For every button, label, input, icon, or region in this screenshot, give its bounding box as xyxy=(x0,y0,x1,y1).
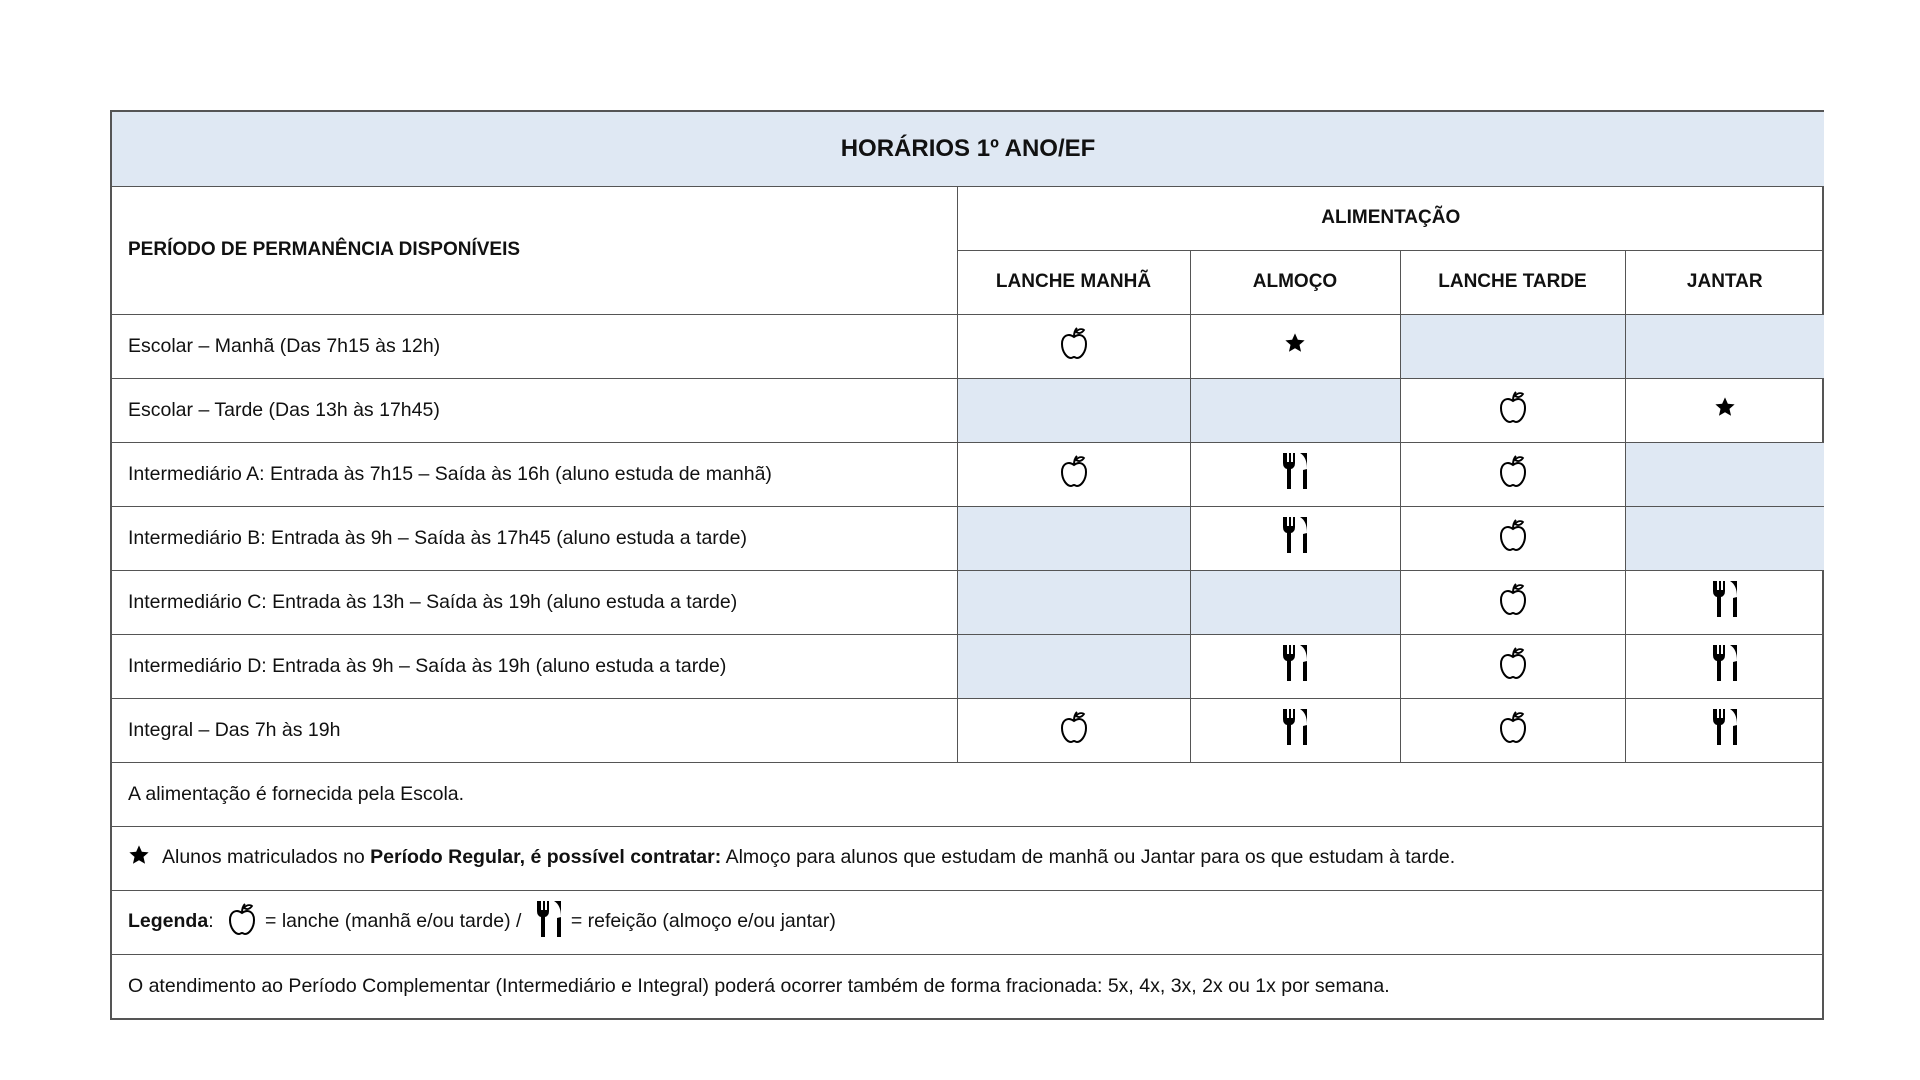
cell-lunch xyxy=(1190,314,1400,378)
period-label: Intermediário B: Entrada às 9h – Saída às 17h45 (aluno estuda a tarde) xyxy=(112,506,957,570)
cell-morning-snack xyxy=(957,378,1190,442)
cell-dinner xyxy=(1625,442,1824,506)
star-note-bold: Período Regular, é possível contratar: xyxy=(370,846,722,869)
apple-icon xyxy=(1498,710,1528,750)
cell-lunch xyxy=(1190,378,1400,442)
cell-afternoon-snack xyxy=(1400,506,1625,570)
period-label: Intermediário C: Entrada às 13h – Saída às 19h (aluno estuda a tarde) xyxy=(112,570,957,634)
fork-knife-icon xyxy=(1281,707,1309,753)
fork-knife-icon xyxy=(1711,579,1739,625)
legend-snack-text: = lanche (manhã e/ou tarde) / xyxy=(265,910,522,933)
period-header: PERÍODO DE PERMANÊNCIA DISPONÍVEIS xyxy=(112,186,957,314)
apple-icon xyxy=(1498,390,1528,430)
fork-knife-icon xyxy=(1281,515,1309,561)
cell-afternoon-snack xyxy=(1400,378,1625,442)
period-label: Escolar – Manhã (Das 7h15 às 12h) xyxy=(112,314,957,378)
cell-afternoon-snack xyxy=(1400,698,1625,762)
column-header-lunch: ALMOÇO xyxy=(1190,250,1400,314)
page-title: HORÁRIOS 1º ANO/EF xyxy=(112,112,1824,186)
table-row xyxy=(112,442,1824,506)
cell-morning-snack xyxy=(957,634,1190,698)
apple-icon xyxy=(1498,646,1528,686)
food-provided-note: A alimentação é fornecida pela Escola. xyxy=(112,762,1824,826)
table-row xyxy=(112,378,1824,442)
apple-icon xyxy=(1498,454,1528,494)
cell-morning-snack xyxy=(957,570,1190,634)
apple-icon xyxy=(227,902,257,942)
feeding-header: ALIMENTAÇÃO xyxy=(957,186,1824,250)
star-icon xyxy=(1284,332,1306,360)
cell-dinner xyxy=(1625,570,1824,634)
cell-dinner xyxy=(1625,634,1824,698)
fork-knife-icon xyxy=(1711,643,1739,689)
table-row xyxy=(112,314,1824,378)
legend: Legenda: = lanche (manhã e/ou tarde) / = refeição (almoço e/ou jantar) xyxy=(112,890,1824,954)
column-header-morning-snack: LANCHE MANHÃ xyxy=(957,250,1190,314)
legend-meal-text: = refeição (almoço e/ou jantar) xyxy=(570,910,836,933)
cell-morning-snack xyxy=(957,314,1190,378)
complementary-note: O atendimento ao Período Complementar (Intermediário e Integral) poderá ocorrer também de forma fracionada: 5x, 4x, 3x, 2x ou 1x por semana. xyxy=(112,954,1824,1018)
fork-knife-icon xyxy=(1711,707,1739,753)
cell-lunch xyxy=(1190,634,1400,698)
apple-icon xyxy=(1059,710,1089,750)
fork-knife-icon xyxy=(1281,451,1309,497)
cell-lunch xyxy=(1190,698,1400,762)
star-icon xyxy=(128,844,150,872)
table-row xyxy=(112,634,1824,698)
star-note-rest: Almoço para alunos que estudam de manhã ou Jantar para os que estudam à tarde. xyxy=(721,846,1456,869)
cell-afternoon-snack xyxy=(1400,442,1625,506)
cell-morning-snack xyxy=(957,442,1190,506)
cell-dinner xyxy=(1625,314,1824,378)
cell-morning-snack xyxy=(957,698,1190,762)
apple-icon xyxy=(1059,326,1089,366)
cell-dinner xyxy=(1625,698,1824,762)
period-label: Intermediário A: Entrada às 7h15 – Saída às 16h (aluno estuda de manhã) xyxy=(112,442,957,506)
fork-knife-icon xyxy=(535,899,563,945)
table-row xyxy=(112,506,1824,570)
schedule-table xyxy=(110,110,1824,1020)
star-note-text: Alunos matriculados no xyxy=(162,846,371,869)
period-label: Integral – Das 7h às 19h xyxy=(112,698,957,762)
apple-icon xyxy=(1498,582,1528,622)
column-header-afternoon-snack: LANCHE TARDE xyxy=(1400,250,1625,314)
cell-lunch xyxy=(1190,506,1400,570)
cell-afternoon-snack xyxy=(1400,314,1625,378)
cell-dinner xyxy=(1625,506,1824,570)
cell-afternoon-snack xyxy=(1400,570,1625,634)
star-icon xyxy=(1714,396,1736,424)
column-header-dinner: JANTAR xyxy=(1625,250,1824,314)
table-row xyxy=(112,570,1824,634)
period-label: Intermediário D: Entrada às 9h – Saída às 19h (aluno estuda a tarde) xyxy=(112,634,957,698)
table-row xyxy=(112,698,1824,762)
cell-lunch xyxy=(1190,442,1400,506)
star-note xyxy=(112,826,1824,890)
legend-label: Legenda xyxy=(128,910,209,933)
cell-afternoon-snack xyxy=(1400,634,1625,698)
apple-icon xyxy=(1498,518,1528,558)
apple-icon xyxy=(1059,454,1089,494)
period-label: Escolar – Tarde (Das 13h às 17h45) xyxy=(112,378,957,442)
cell-morning-snack xyxy=(957,506,1190,570)
fork-knife-icon xyxy=(1281,643,1309,689)
cell-dinner xyxy=(1625,378,1824,442)
cell-lunch xyxy=(1190,570,1400,634)
